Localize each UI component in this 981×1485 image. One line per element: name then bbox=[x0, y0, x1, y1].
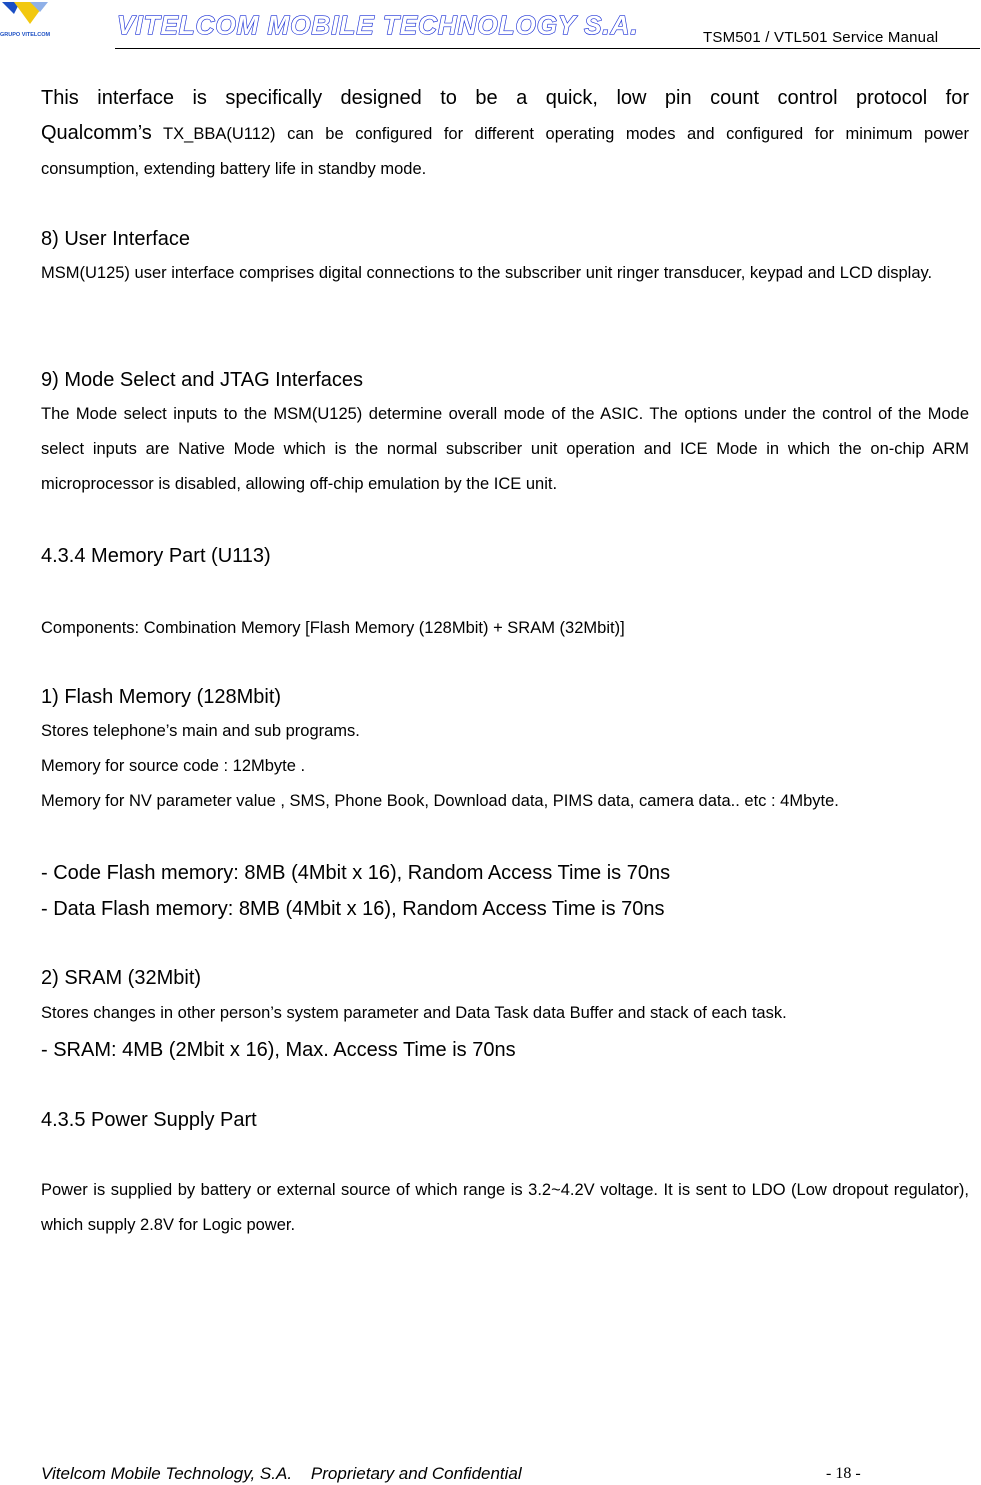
mode-select-text: The Mode select inputs to the MSM(U125) determine overall mode of the ASIC. The options under the control of the Mode select inputs are Native Mode which is the normal subscriber unit operation and ICE Mode in which the on-chip ARM microprocessor is disabled, allowing off-chip emulation by the ICE unit. bbox=[41, 405, 969, 493]
flash-memory-line-1: Stores telephone’s main and sub programs. bbox=[41, 722, 360, 740]
sram-heading: 2) SRAM (32Mbit) bbox=[41, 967, 202, 989]
company-title: VITELCOM MOBILE TECHNOLOGY S.A. bbox=[117, 10, 639, 40]
memory-components: Components: Combination Memory [Flash Memory (128Mbit) + SRAM (32Mbit)] bbox=[41, 619, 625, 637]
memory-part-heading: 4.3.4 Memory Part (U113) bbox=[41, 545, 271, 567]
flash-memory-line-2: Memory for source code : 12Mbyte . bbox=[41, 757, 306, 775]
intro-rest: TX_BBA(U112) can be configured for different operating modes and configured for minimum power consumption, extending battery life in standby mode. bbox=[41, 125, 969, 178]
sram-spec: - SRAM: 4MB (2Mbit x 16), Max. Access Time is 70ns bbox=[41, 1039, 516, 1061]
data-flash-spec: - Data Flash memory: 8MB (4Mbit x 16), Random Access Time is 70ns bbox=[41, 898, 665, 920]
user-interface-heading: 8) User Interface bbox=[41, 228, 190, 250]
intro-line-1: This interface is specifically designed to be a quick, low pin count control protocol for bbox=[41, 87, 969, 109]
mode-select-heading: 9) Mode Select and JTAG Interfaces bbox=[41, 369, 364, 391]
power-supply-text: Power is supplied by battery or external source of which range is 3.2~4.2V voltage. It is sent to LDO (Low dropout regulator), which supply 2.8V for Logic power. bbox=[41, 1181, 969, 1234]
code-flash-spec: - Code Flash memory: 8MB (4Mbit x 16), Random Access Time is 70ns bbox=[41, 862, 671, 884]
flash-memory-line-3: Memory for NV parameter value , SMS, Phone Book, Download data, PIMS data, camera data.. etc : 4Mbyte. bbox=[41, 792, 839, 810]
header-divider bbox=[115, 48, 980, 49]
logo-caption: GRUPO VITELCOM bbox=[0, 32, 51, 38]
intro-paragraph bbox=[41, 116, 969, 187]
sram-line-1: Stores changes in other person’s system parameter and Data Task data Buffer and stack of each task. bbox=[41, 1004, 787, 1022]
page-number: - 18 - bbox=[826, 1465, 861, 1482]
user-interface-text: MSM(U125) user interface comprises digital connections to the subscriber unit ringer transducer, keypad and LCD display. bbox=[41, 264, 933, 282]
intro-qualcomm: Qualcomm’s bbox=[41, 122, 152, 144]
manual-title: TSM501 / VTL501 Service Manual bbox=[703, 29, 939, 46]
flash-memory-heading: 1) Flash Memory (128Mbit) bbox=[41, 686, 282, 708]
footer-confidential: Vitelcom Mobile Technology, S.A. Proprietary and Confidential bbox=[41, 1464, 522, 1483]
company-logo bbox=[0, 0, 58, 40]
vitelcom-logo-icon bbox=[0, 0, 58, 40]
power-supply-heading: 4.3.5 Power Supply Part bbox=[41, 1109, 257, 1131]
